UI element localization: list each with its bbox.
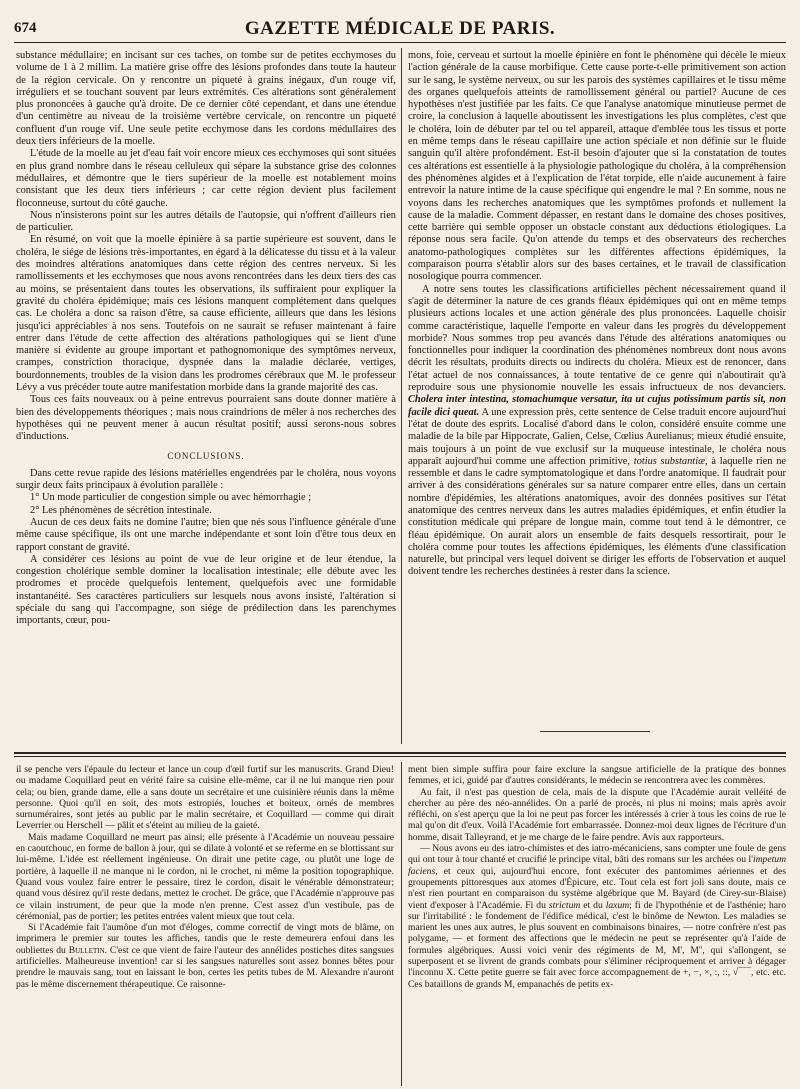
article-end-rule	[540, 731, 650, 732]
paragraph: Nous n'insisterons point sur les autres détails de l'autopsie, qui n'offrent d'ailleurs rien de particulier.	[16, 209, 396, 234]
paragraph-text: ; fi de l'hypothénie et de l'asthénie; haro sur l'irritabilité : le fondement de l'édifice médical, c'est le binôme de Newton. Les maladies se marient les unes aux autres, le plus souvent en combinaisons binaires, — notre confrère n'est pas polygame, — et forment des affections que le médecin ne peut se représenter qu'à l'aide de formules algébriques. Aussi voici venir des régiments de M, M', M'', qui s'allongent, se superposent et se livrent de grands combats pour s'éliminer réciproquement et arriver à dégager l'inconnu X. Cette petite guerre se fait avec force accompagnement de +, −, ×, :, ::, √‾‾‾‾, etc. etc. Ces bataillons de grands M, empanachés de petits ex-	[408, 899, 786, 990]
paragraph-text: A une expression près, cette sentence de Celse traduit encore aujourd'hui l'état de doute des esprits. Localisé d'abord dans le colon, considéré ensuite comme une maladie de la bile par Hippocrate, Galien, Celse, Cœlius Aurelianus; mieux étudié ensuite, mais toujours à un point de vue exclusif sur la muqueuse intestinale, le choléra nous apparaît aujourd'hui comme une affection primitive,	[408, 406, 786, 467]
paragraph-text: A notre sens toutes les classifications artificielles pèchent nécessairement quand il s'agit de déterminer la nature de ces grands fléaux épidémiques qui ont en même temps plusieurs actions locales et une action générale des plus prononcées. Laquelle choisir comme caractéristique, laquelle l'emporte en valeur dans les progrès du développement morbide? Nous sommes trop peu avancés dans l'étude des altérations anatomiques ou fonctionnelles pour indiquer la coordination des phénomènes nombreux dont nous avons décrit les résultats, produits directs ou indirects du choléra. Mieux est de renoncer, dans l'état actuel de nos connaissances, à toute tentative de ce genre qui n'aboutirait qu'à reproduire sous une physionomie nouvelle les essais infructueux de nos devanciers.	[408, 283, 786, 394]
paragraph: mons, foie, cerveau et surtout la moelle épinière en font le phénomène qui décèle le mieux l'action générale de la cause morbifique. Cette cause porte-t-elle primitivement son action sur le sang, le système nerveux, ou sur les parois des systèmes capillaires et le tissu même des organes quelquefois atteints de ramollissement général ou partiel? Aucune de ces hypothèses n'est justifiée par les faits. Ce que l'analyse anatomique minutieuse permet de croire, la conclusion à laquelle aboutissent les investigations les plus complètes, c'est que le choléra, loin de débuter par tel ou tel appareil, attaque d'emblée tous les tissus et porte en même temps dans le réseau capillaire une action spéciale et non définie sur le fluide sanguin qu'il altère profondément. Est-il besoin d'ajouter que si la constatation de toutes ces altérations est essentielle à la physiologie pathologique du choléra, à la compréhension des phénomènes algides et à l'explication de l'état torpide, elle n'aide aucunement à faire entrevoir la nature intime de la cause spécifique qui engendre le mal ? En somme, nous ne voyons dans les recherches anatomiques que les symptômes profonds et nullement la cause de la maladie. Comment dépasser, en restant dans le domaine des choses positives, cette barrière qui semble opposer un obstacle constant aux déductions étiologiques. La réponse nous sera facile. Qu'on attende du temps et des observateurs des recherches anatomo-pathologiques complètes sur les différentes affections épidémiques, la comparaison pourra s'établir alors sur des bases certaines, et le travail de classification nosologique pourra commencer.	[408, 50, 786, 283]
page-header	[14, 14, 786, 43]
paragraph-text: — Nous avons eu des iatro-chimistes et des iatro-mécaniciens, sans compter une foule de gens qui ont tour à tour chanté et crucifié le principe vital, bâti des romans sur les archées ou l'	[408, 843, 786, 866]
list-item: 1° Un mode particulier de congestion simple ou avec hémorrhagie ;	[30, 492, 312, 504]
paragraph-text: et du	[583, 899, 603, 911]
paragraph	[16, 922, 394, 990]
conclusions-heading: CONCLUSIONS.	[167, 450, 245, 461]
paragraph: Mais madame Coquillard ne meurt pas ainsi; elle présente à l'Académie un nouveau pessaire en caoutchouc, en forme de ballon à jour, qui se dilate à volonté et se referme en se blottissant sur lui-même. L'idée est réellement ingénieuse. On dirait une petite cage, ou plutôt une loge de portière, à laquelle il ne manque ni le cordon, ni le crochet, ni même la position topographique. Quand vous voulez faire entrer le pessaire, tirez le cordon, disait le vénérable démonstrateur; quand vous désirez qu'il reste dedans, mettez le crochet. De grâce, que l'Académie n'approuve pas ce vilain instrument, de peur que la mode n'en prenne. C'est assez d'un vestibule, pas de cérémonial, pas de portier; les petites entrées valent mieux que tout cela.	[16, 831, 394, 922]
feuilleton-divider-thin	[14, 756, 786, 757]
paragraph: Dans cette revue rapide des lésions matérielles engendrées par le choléra, nous voyons surgir deux faits principaux à évolution parallèle :	[16, 467, 396, 492]
column-divider	[401, 48, 402, 744]
paragraph: il se penche vers l'épaule du lecteur et lance un coup d'œil furtif sur les manuscrits. Grand Dieu! ou madame Coquillard peut en vérité faire sa cuisine elle-même, car il ne lui manque rien pour cela; ou bien, grande dame, elle a sans doute un secrétaire et une cuisinière réunis dans la même personne. Quoi qu'il en soit, des mots estropiés, louches et boiteux, ornés de membres surnuméraires, sont jetés au public par le malin secrétaire, et Coquillard — comme qui dirait Leverrier ou Herschell — pâlit et s'éteint au milieu de la gaieté.	[16, 764, 394, 832]
paragraph: A considérer ces lésions au point de vue de leur origine et de leur étendue, la congestion cholérique semble dominer la localisation intestinale; elle débute avec les prodromes et procède quelquefois lentement, quelquefois avec une formidable instantanéité. Ses caractères particuliers sur lesquels nous avons insisté, l'altération si spéciale du sang qui l'accompagne, son siége de prédilection dans les parenchymes importants, cœur, pou-	[16, 553, 396, 627]
paragraph-text: , et ceux qui, aujourd'hui encore, font exécuter des pantomimes aériennes et des groupements pittoresques aux atomes d'Épicure, etc. Tout cela est fort joli sans doute, mais ce n'est rien pourtant en comparaison du système algébrique que M. Bayard (de Cirey-sur-Blaise) vient d'exposer à l'Académie. Fi du	[408, 865, 786, 911]
paragraph: L'étude de la moelle au jet d'eau fait voir encore mieux ces ecchymoses qui sont situées en plus grand nombre dans le réseau celluleux qui sépare la substance grise des colonnes médullaires, et démontre que le tiers supérieur de la moelle est notablement moins consistant que les deux tiers inférieurs ; car cette région devient plus facilement floconneuse, surtout du côté gauche.	[16, 148, 396, 209]
journal-title: GAZETTE MÉDICALE DE PARIS.	[244, 18, 556, 39]
latin-term: laxum	[605, 899, 630, 911]
paragraph: En résumé, on voit que la moelle épinière à sa partie supérieure est souvent, dans le choléra, le siége de lésions très-importantes, en égard à la délicatesse du tissu et à la valeur des moindres altérations anatomiques dans cette région des centres nerveux. Si les ramollissements et les ecchymoses que nous avons rencontrées dans les deux tiers des cas au moins, se présentaient dans toutes les observations, ils suffiraient pour expliquer la gravité du choléra épidémique; mais ces lésions manquent complétement dans quelques cas. Le choléra a donc sa raison d'être, sa cause efficiente, ailleurs que dans les lésions jusqu'ici appréciables à nos sens. Toutefois on ne saurait se refuser maintenant à faire entrer dans l'étude de cette affection des altérations pathologiques qui se lient d'une manière si évidente au groupe important et pathognomonique des symptômes nerveux, crampes, constriction thoracique, dyspnée dans la maladie déclarée, vertiges, bourdonnements, troubles de la vision dans les prodromes cérébraux que M. le professeur Lévy a vus précéder toute autre manifestation morbide dans la grande majorité des cas.	[16, 234, 396, 394]
paragraph: ment bien simple suffira pour faire exclure la sangsue artificielle de la pratique des bonnes femmes, et ici, guidé par d'autres considérants, le médecin se rencontrera avec les commères.	[408, 764, 786, 787]
latin-term: strictum	[548, 899, 581, 911]
list-item: 2° Les phénomènes de sécrétion intestinale.	[30, 504, 212, 516]
article-column-left	[16, 50, 396, 744]
bulletin-term: Bulletin	[68, 944, 105, 956]
paragraph-text: à laquelle rien ne ressemble et dans le cadre symptomatologique et dans l'ordre anatomique. Il faudrait pour arriver à des considérations générales sur sa nature comparer entre elles, dans un certain nombre d'épidémies, les altérations anatomiques, avoir des données positives sur l'état anatomique des centres nerveux dans les autres maladies épidémiques, et enfin étudier la constitution médicale qui prépare de longue main, comme tout tend à le démontrer, ce fléau épidémique. On aurait alors un ensemble de faits desquels ressortirait, pour le choléra comme pour toutes les affections épidémiques, les éléments d'une classification naturelle, but principal vers lequel doivent se diriger les efforts de l'observation et auquel doivent tendre les recherches destinées à rester dans la science.	[408, 455, 786, 578]
paragraph-text: . C'est ce que vient de faire l'auteur des annélides postiches dites sangsues artificielles. Malheureuse invention! car si les sangsues naturelles sont assez bonnes bêtes pour prendre le mauvais sang, tout en laissant le bon, certes les petits tubes de M. Alexandre n'auront pas le même discernement thérapeutique. Ce raisonne-	[16, 944, 394, 990]
latin-quote: Cholera inter intestina, stomachumque versatur, ita ut cujus potissimum partis sit, non facile dici queat.	[408, 394, 786, 418]
paragraph: Au fait, il n'est pas question de cela, mais de la dispute que l'Académie aurait velléité de chercher au père des néo-annélides. On a parlé de procès, ni plus ni moins; mais après avoir réfléchi, on s'est aperçu que la loi ne peut pas forcer les intéressés à crier à tous les coins de rue le mal qu'on dit d'eux. Voilà l'Académie fort embarrassée. Donnez-moi deux lignes de l'écriture d'un homme, disait Talleyrand, et je me charge de le faire pendre. Avis aux rapporteurs.	[408, 786, 786, 843]
paragraph: Aucun de ces deux faits ne domine l'autre; bien que nés sous l'influence générale d'une même cause spécifique, ils ont une marche indépendante et sont loin d'être tous deux en rapport constant de gravité.	[16, 516, 396, 553]
paragraph	[408, 284, 786, 579]
paragraph: Tous ces faits nouveaux ou à peine entrevus pourraient sans doute donner matière à bien des développements théoriques ; mais nous craindrions de mêler à nos recherches des hypothèses qui ne peuvent mener à aucun résultat positif; aussi serons-nous sobres d'inductions.	[16, 394, 396, 443]
paragraph-text: Si l'Académie fait l'aumône d'un mot d'éloges, comme correctif de vingt mots de blâme, on imprimera le premier sur toutes les affiches, tandis que le reste demeurera enfoui dans les oubliettes du	[16, 922, 394, 956]
feuilleton-column-divider	[401, 762, 402, 1086]
page-number: 674	[14, 20, 37, 36]
latin-term: totius substantiæ,	[633, 455, 708, 467]
feuilleton-column-right	[408, 764, 786, 1086]
paragraph: substance médullaire; en incisant sur ces taches, on tombe sur de petites ecchymoses du volume de 1 à 2 millim. La matière grise offre des lésions profondes dans toute la hauteur de la région cervicale. On y rencontre un piqueté à grains inégaux, d'un rouge vif, irréguliers et se touchant souvent par leurs extrémités. Ces altérations sont généralement plus prononcées à gauche qu'à droite. De ce dernier côté cependant, et dans une étendue d'un centimètre au niveau de la troisième vertèbre cervicale, on rencontre un piqueté confluent d'un rouge vif. Une seule petite ecchymose dans les cordons médullaires des deux tiers inférieurs de la moelle.	[16, 50, 396, 148]
paragraph	[408, 843, 786, 990]
feuilleton-column-left	[16, 764, 394, 1086]
latin-term: impetum faciens	[408, 854, 786, 877]
feuilleton-divider	[14, 752, 786, 754]
article-column-right	[408, 50, 786, 744]
